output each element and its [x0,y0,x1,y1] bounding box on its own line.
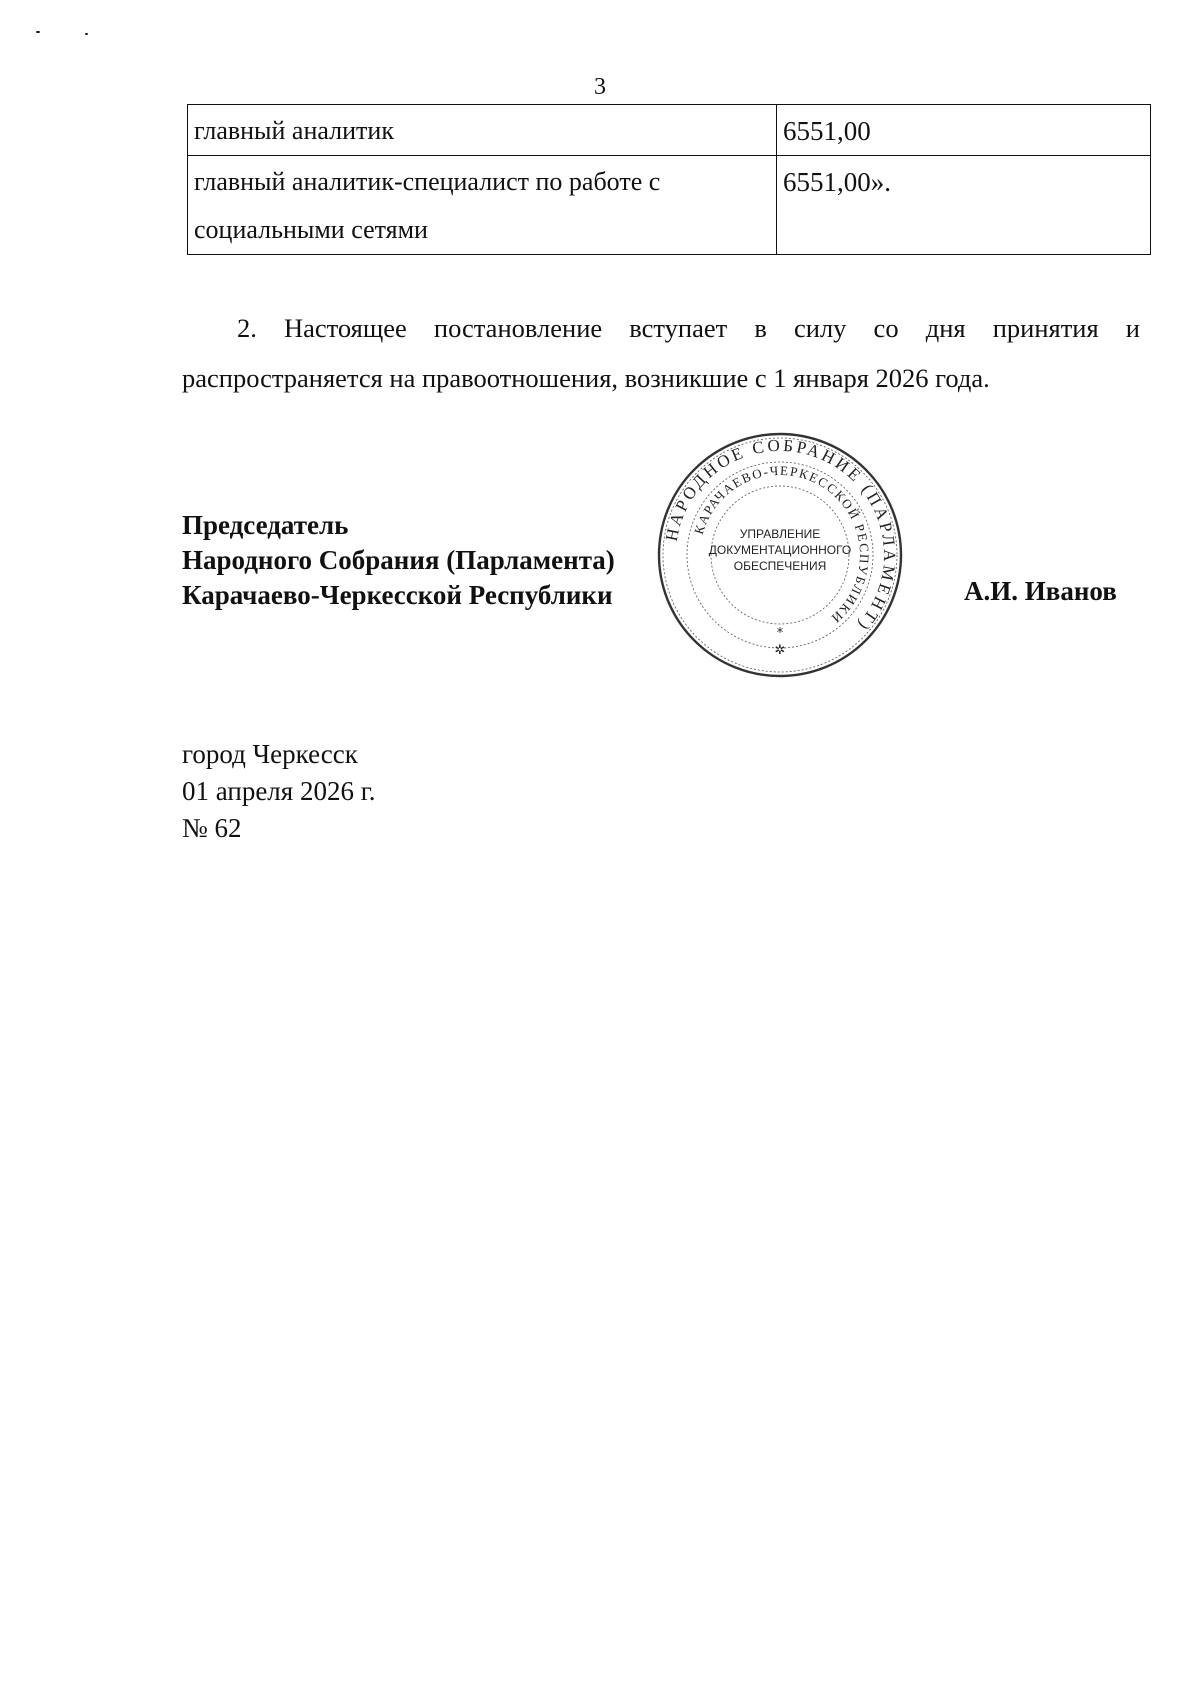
signatory-title [182,508,615,613]
table-row [188,156,1151,255]
scan-mark [36,31,40,33]
salary-table [187,104,1151,255]
stamp-center-line: ДОКУМЕНТАЦИОННОГО [708,543,852,557]
stamp-star-icon: * [776,626,784,641]
signatory-title-line: Карачаево-Черкесской Республики [182,580,613,610]
scan-mark [85,33,88,35]
page-number: 3 [594,74,606,100]
signatory-title-line: Народного Собрания (Парламента) [182,545,615,575]
city: город Черкесск [182,739,358,769]
stamp-outer-text: НАРОДНОЕ СОБРАНИЕ (ПАРЛАМЕНТ) [661,435,900,637]
stamp-star-icon: ✲ [774,643,786,658]
signatory-name: А.И. Иванов [964,576,1117,606]
stamp-inner-text: КАРАЧАЕВО-ЧЕРКЕССКОЙ РЕСПУБЛИКИ [690,462,873,627]
value-cell: 6551,00 [777,105,1151,156]
table-row [188,105,1151,156]
document-number: № 62 [182,813,242,843]
position-cell: главный аналитик-специалист по работе с социальными сетями [188,156,777,255]
stamp-center-line: УПРАВЛЕНИЕ [739,527,821,541]
position-cell: главный аналитик [188,105,777,156]
effective-date-paragraph: 2. Настоящее постановление вступает в силу со дня принятия и распространяется на правоотношения, возникшие с 1 января 2026 года. [182,313,1140,393]
value-cell: 6551,00». [777,156,1151,255]
stamp-center-line: ОБЕСПЕЧЕНИЯ [733,559,827,573]
document-date: 01 апреля 2026 г. [182,776,376,806]
signatory-title-line: Председатель [182,510,349,540]
official-stamp [655,430,905,680]
document-footer [182,736,375,847]
